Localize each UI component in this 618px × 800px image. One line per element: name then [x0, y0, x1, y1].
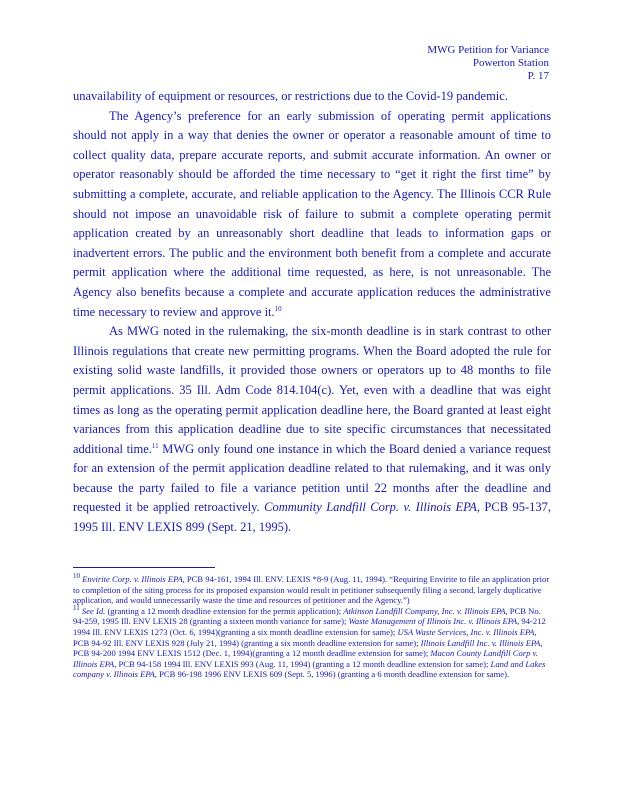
footnote-text: , PCB 96-198 1996 ENV LEXIS 609 (Sept. 5, 1996) (granting a 6 month deadline extension for same).: [154, 669, 510, 680]
footnote-case: Envirite Corp. v. Illinois EPA: [82, 574, 183, 584]
header-station: Powerton Station: [472, 57, 549, 69]
paragraph-continuation: unavailability of equipment or resources, or restrictions due to the Covid-19 pandemic.: [73, 89, 508, 103]
footnote-text: , PCB 94-158 1994 Ill. ENV LEXIS 993 (Aug. 11, 1994) (granting a 12 month deadline extension for same);: [114, 658, 491, 669]
footnote-case: Macon County Landfill Corp v. Illinois EPA: [73, 648, 538, 669]
body-text: [73, 87, 551, 538]
paragraph-text: MWG only found one instance in which the Board denied a variance request for an extension of the permit application deadline related to that rulemaking, and it was only because the party failed to file a variance petition until 22 months after the deadline and requested it be applied retroactively.: [73, 441, 551, 515]
footnote-10: [73, 574, 551, 606]
footnote-case: Waste Management of Illinois Inc. v. Illinois EPA: [348, 616, 518, 627]
footnote-case: USA Waste Services, Inc. v. Illinois EPA: [397, 626, 535, 637]
footnote-ref-10[interactable]: 10: [274, 304, 282, 313]
paragraph-agency-preference: [73, 107, 551, 323]
header-title: MWG Petition for Variance: [427, 44, 549, 56]
footnote-case: Atkinson Landfill Company, Inc. v. Illinois EPA: [343, 605, 506, 616]
paragraph-text: As MWG noted in the rulemaking, the six-month deadline is in stark contrast to other Illinois regulations that create new permitting programs. When the Board adopted the rule for existing solid waste landfills, it provided those owners or operators up to 48 months to file permit applications. 35 Ill. Adm Code 814.104(c). Yet, even with a deadline that was eight times as long as the operating permit application deadline here, the Board granted at least eight variances from this application deadline due to site specific circumstances that necessitated additional time.: [73, 324, 551, 456]
page-header: [427, 44, 549, 83]
footnotes: [73, 574, 551, 680]
header-page-number: P. 17: [527, 70, 549, 82]
footnote-text: , PCB No. 94-259, 1995 Ill. ENV LEXIS 28 (granting a sixteen month variance for same);: [73, 605, 541, 627]
case-name: Community Landfill Corp. v. Illinois EPA: [264, 500, 477, 515]
footnote-ref-11[interactable]: 11: [151, 441, 159, 450]
case-citation: , PCB 95-137, 1995 Ill. ENV LEXIS 899 (Sept. 21, 1995).: [73, 500, 552, 535]
footnote-11: [73, 603, 551, 680]
footnote-see: See Id.: [81, 605, 106, 616]
footnote-text: , PCB 94-200 1994 ENV LEXIS 1512 (Dec. 1, 1994)(granting a 12 month deadline extension for same);: [73, 637, 543, 659]
footnote-case: Land and Lakes company v. Illinois EPA: [73, 658, 546, 680]
paragraph-six-month-deadline: [73, 322, 551, 538]
footnote-number: 10: [73, 572, 80, 581]
footnote-text: , PCB 94-92 Ill. ENV LEXIS 928 (July 21, 1994) (granting a six month deadline extension for same);: [73, 626, 537, 648]
footnote-case: Illinois Landfill Inc. v. Illinois EPA: [420, 637, 541, 648]
footnote-text: (granting a 12 month deadline extension for the permit application);: [105, 605, 344, 616]
footnote-text: , 94-212 1994 Ill. ENV LEXIS 1273 (Oct. 6, 1994)(granting a six month deadline extension for same);: [73, 616, 546, 637]
footnote-divider: [73, 567, 215, 568]
footnote-number: 11: [73, 603, 80, 612]
footnote-text: , PCB 94-161, 1994 Ill. ENV. LEXIS *8-9 (Aug. 11, 1994). “Requiring Envirite to file an application prior to completion of the siting process for its proposed expansion would result in petitioner subsequently filing a second, largely duplicative application, and would unnecessarily waste the time and resources of petitioner and the Agency.”): [73, 574, 550, 606]
paragraph-text: The Agency’s preference for an early submission of operating permit applications should not apply in a way that denies the owner or operator a reasonable amount of time to collect quality data, prepare accurate reports, and submit accurate information. An owner or operator reasonably should be afforded the time necessary to “get it right the first time” by submitting a complete, accurate, and reliable application to the Agency. The Illinois CCR Rule should not impose an unavoidable risk of failure to submit a complete operating permit application created by an unreasonably short deadline that leads to information gaps or inadvertent errors. The public and the environment both benefit from a complete and accurate permit application where the additional time requested, as here, is not unreasonable. The Agency also benefits because a complete and accurate application reduces the administrative time necessary to review and approve it.: [73, 108, 551, 319]
